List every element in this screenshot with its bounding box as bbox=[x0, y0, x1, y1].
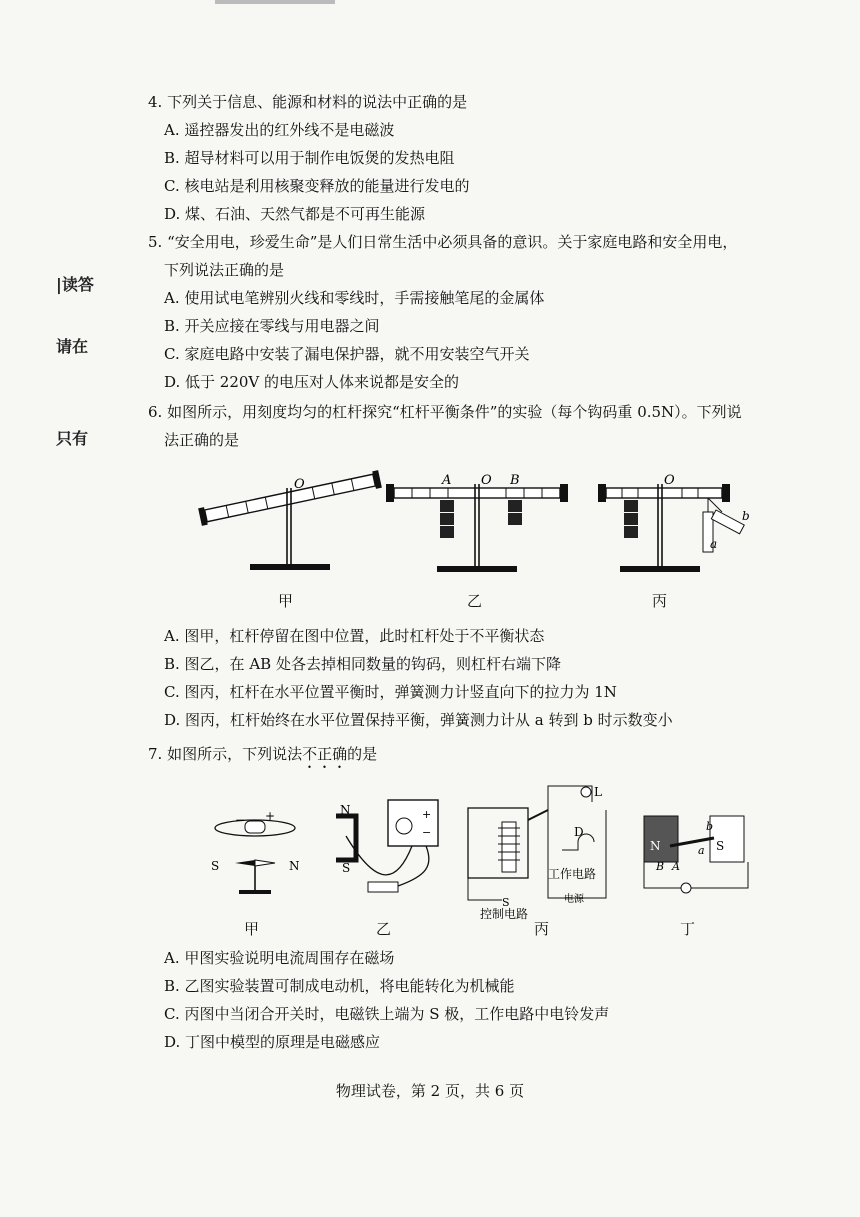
question-6-stem-cont: 法正确的是 bbox=[164, 431, 240, 449]
question-5-stem: 5. “安全用电，珍爱生命”是人们日常生活中必须具备的意识。关于家庭电路和安全用电， bbox=[148, 233, 738, 251]
page-footer: 物理试卷，第 2 页，共 6 页 bbox=[335, 1082, 525, 1100]
question-7-stem-emph: 不正确 bbox=[302, 745, 348, 763]
margin-note-3: 只有 bbox=[56, 429, 89, 448]
question-6-options bbox=[148, 622, 818, 734]
magnet-n-ding: N bbox=[650, 839, 661, 853]
question-6-option-c: C. 图丙，杠杆在水平位置平衡时，弹簧测力计竖直向下的拉力为 1N bbox=[164, 683, 617, 701]
question-5-option-c: C. 家庭电路中安装了漏电保护器，就不用安装空气开关 bbox=[164, 345, 530, 363]
rod-cap-a-label: A bbox=[672, 860, 680, 873]
point-a-label: A bbox=[442, 473, 452, 488]
magnet-s-label: S bbox=[342, 861, 351, 875]
question-7 bbox=[148, 740, 818, 772]
question-4-option-c: C. 核电站是利用核聚变释放的能量进行发电的 bbox=[164, 177, 470, 195]
question-7-options bbox=[148, 944, 818, 1056]
lamp-l-label: L bbox=[594, 785, 602, 799]
motor-figure-yi bbox=[316, 796, 446, 906]
pivot-label-bing: O bbox=[664, 473, 675, 488]
induction-figure-ding bbox=[636, 800, 756, 900]
magnet-n-label: N bbox=[340, 803, 351, 817]
question-7-stem-pre: 7. 如图所示，下列说法 bbox=[148, 745, 303, 763]
question-5-stem-cont: 下列说法正确的是 bbox=[164, 261, 285, 279]
pivot-label-yi: O bbox=[481, 473, 492, 488]
rod-cap-b-label: B bbox=[656, 860, 665, 873]
question-5-option-d: D. 低于 220V 的电压对人体来说都是安全的 bbox=[164, 373, 460, 391]
lever-figure-jia bbox=[190, 458, 390, 578]
question-6-option-a: A. 图甲，杠杆停留在图中位置，此时杠杆处于不平衡状态 bbox=[164, 627, 545, 645]
q7-caption-bing: 丙 bbox=[534, 920, 550, 938]
needle-n-label: N bbox=[289, 859, 300, 873]
point-b-label: B bbox=[510, 473, 520, 488]
question-7-option-b: B. 乙图实验装置可制成电动机，将电能转化为机械能 bbox=[164, 977, 515, 995]
margin-note-2: 请在 bbox=[56, 337, 89, 356]
magnet-s-ding: S bbox=[716, 839, 725, 853]
question-4-option-b: B. 超导材料可以用于制作电饭煲的发热电阻 bbox=[164, 149, 455, 167]
pivot-label-jia: O bbox=[294, 477, 305, 492]
battery-minus-label: − bbox=[235, 813, 246, 827]
switch-s-label: S bbox=[502, 896, 510, 909]
question-6 bbox=[148, 398, 818, 454]
question-5-option-b: B. 开关应接在零线与用电器之间 bbox=[164, 317, 380, 335]
power-label: 电源 bbox=[564, 894, 584, 905]
question-7-option-a: A. 甲图实验说明电流周围存在磁场 bbox=[164, 949, 395, 967]
question-7-option-d: D. 丁图中模型的原理是电磁感应 bbox=[164, 1033, 381, 1051]
lever-figure-yi bbox=[382, 468, 572, 578]
rod-b-label: b bbox=[706, 820, 714, 833]
question-4 bbox=[148, 88, 818, 228]
q7-caption-jia: 甲 bbox=[244, 920, 260, 938]
question-4-option-a: A. 遥控器发出的红外线不是电磁波 bbox=[164, 121, 395, 139]
q7-caption-yi: 乙 bbox=[376, 920, 392, 938]
meter-minus-label: − bbox=[422, 826, 432, 839]
question-6-stem: 6. 如图所示，用刻度均匀的杠杆探究“杠杆平衡条件”的实验（每个钩码重 0.5N）。下列说 bbox=[148, 403, 742, 421]
needle-s-label: S bbox=[211, 859, 220, 873]
question-4-option-d: D. 煤、石油、天然气都是不可再生能源 bbox=[164, 205, 426, 223]
bell-d-label: D bbox=[574, 825, 584, 839]
question-4-stem: 4. 下列关于信息、能源和材料的说法中正确的是 bbox=[148, 93, 468, 111]
relay-figure-bing bbox=[462, 780, 612, 920]
oersted-figure-jia bbox=[205, 808, 305, 898]
lever-figure-bing bbox=[594, 468, 764, 578]
meter-plus-label: + bbox=[422, 808, 432, 821]
work-circuit-label: 工作电路 bbox=[548, 867, 597, 881]
q7-caption-ding: 丁 bbox=[680, 920, 696, 938]
question-5-option-a: A. 使用试电笔辨别火线和零线时，手需接触笔尾的金属体 bbox=[164, 289, 545, 307]
q6-caption-yi: 乙 bbox=[467, 592, 483, 610]
question-7-stem-post: 的是 bbox=[347, 745, 378, 763]
question-6-option-d: D. 图丙，杠杆始终在水平位置保持平衡，弹簧测力计从 a 转到 b 时示数变小 bbox=[164, 711, 673, 729]
q6-caption-jia: 甲 bbox=[278, 592, 294, 610]
spring-b-label: b bbox=[742, 509, 750, 523]
battery-plus-label: + bbox=[265, 809, 276, 823]
question-5 bbox=[148, 228, 818, 396]
margin-note-1: |读答 bbox=[56, 275, 94, 294]
question-6-option-b: B. 图乙，在 AB 处各去掉相同数量的钩码，则杠杆右端下降 bbox=[164, 655, 561, 673]
question-7-option-c: C. 丙图中当闭合开关时，电磁铁上端为 S 极，工作电路中电铃发声 bbox=[164, 1005, 610, 1023]
top-scan-artifact bbox=[215, 0, 335, 4]
q6-caption-bing: 丙 bbox=[652, 592, 668, 610]
rod-a-label: a bbox=[698, 844, 705, 857]
spring-a-label: a bbox=[710, 537, 718, 551]
control-circuit-label: 控制电路 bbox=[480, 907, 529, 920]
